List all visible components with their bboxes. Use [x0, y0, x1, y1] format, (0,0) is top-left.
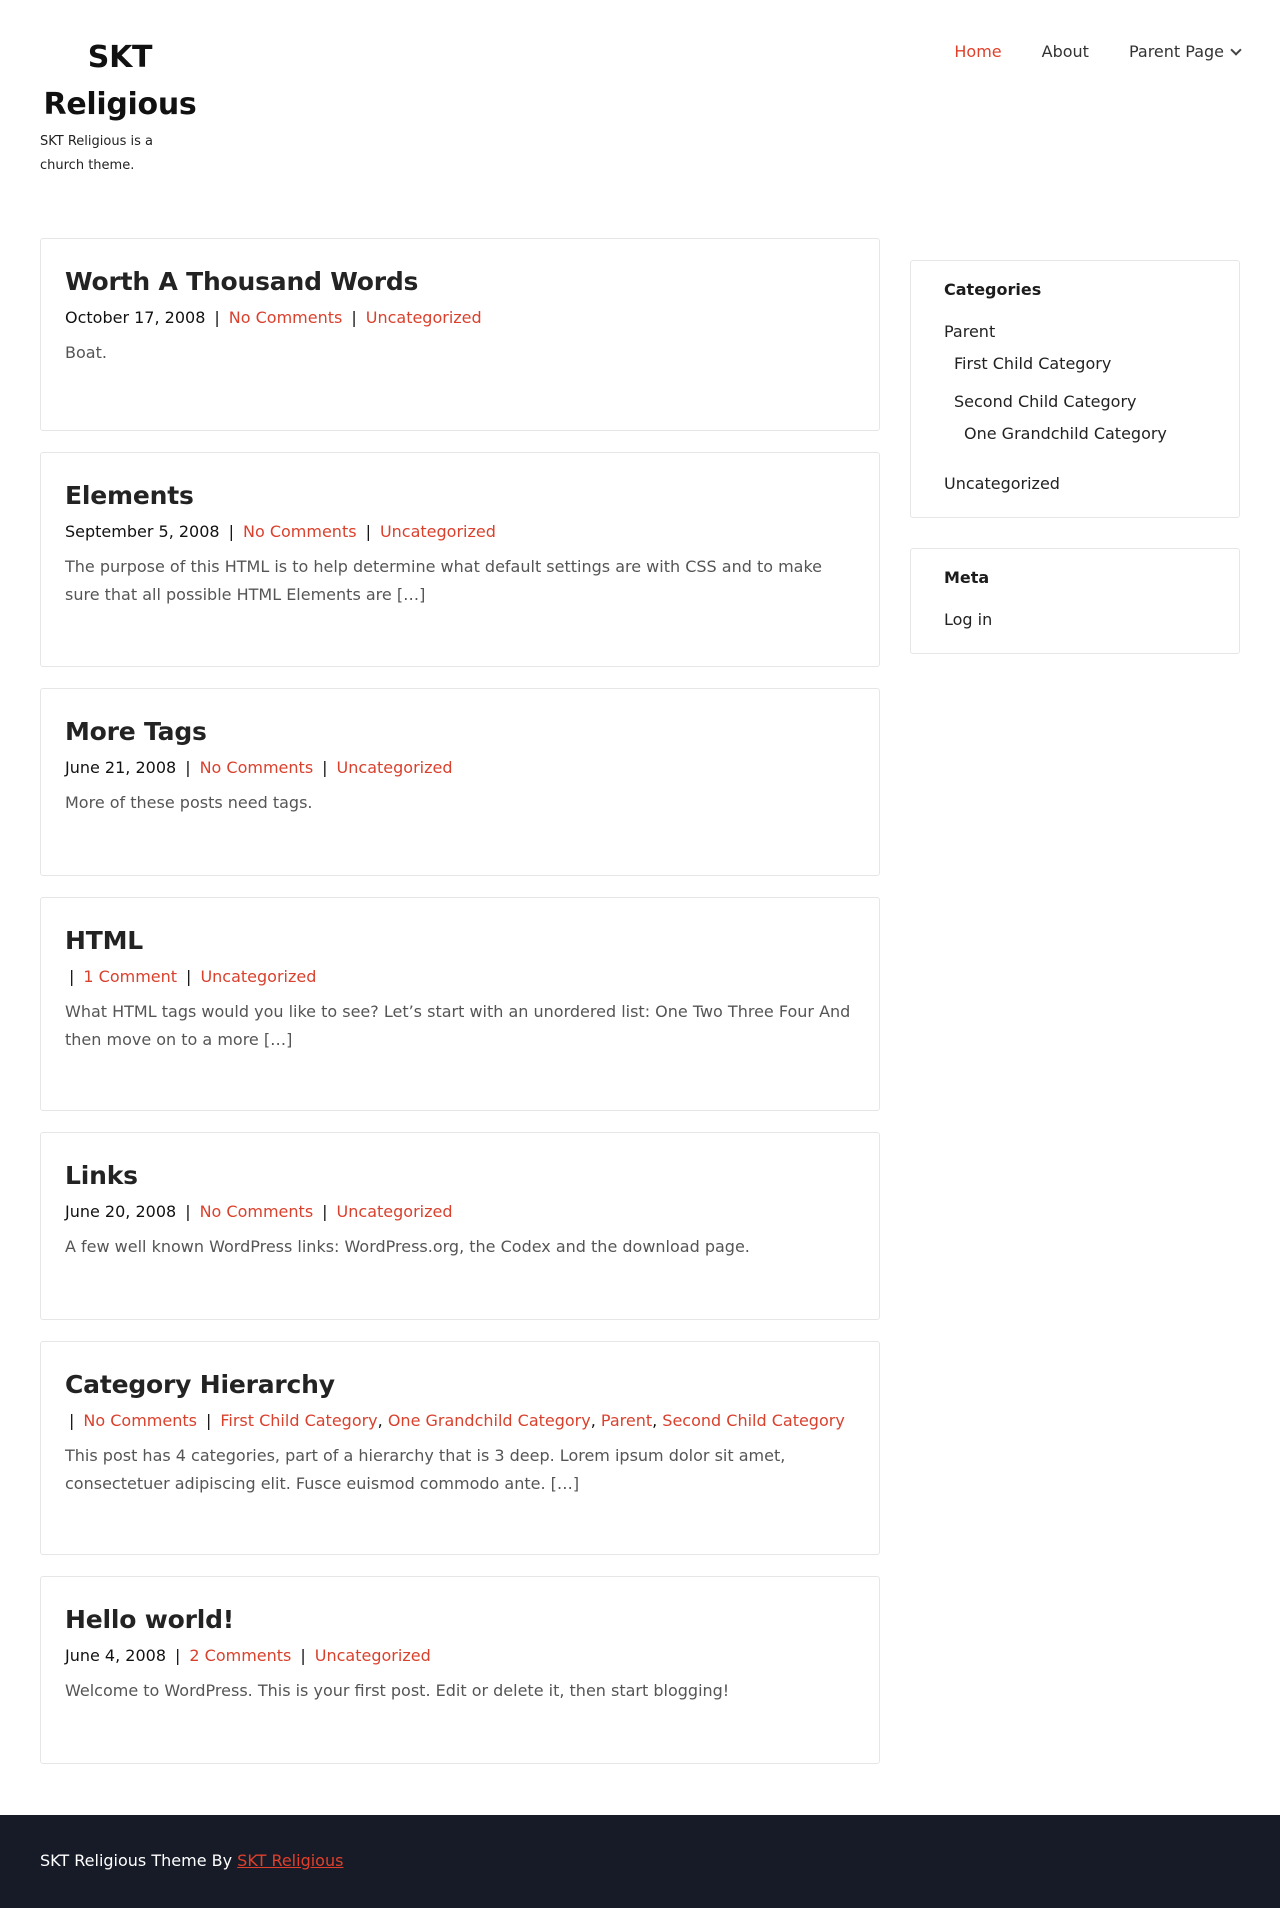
- post-meta: [65, 307, 855, 329]
- nav-label-home[interactable]: Home: [954, 42, 1002, 61]
- category-link-grandchild[interactable]: One Grandchild Category: [964, 424, 1167, 443]
- post-category-link[interactable]: Uncategorized: [200, 967, 317, 986]
- post-title[interactable]: Hello world!: [65, 1605, 234, 1634]
- post-comments-link[interactable]: No Comments: [199, 1202, 314, 1221]
- category-list: [944, 321, 1206, 495]
- site-title[interactable]: [40, 34, 200, 128]
- post-excerpt: More of these posts need tags.: [65, 793, 313, 812]
- post-date: June 21, 2008: [65, 758, 177, 777]
- post-date: June 4, 2008: [65, 1646, 166, 1665]
- sidebar: [910, 260, 1240, 684]
- site-header: [0, 0, 1280, 200]
- meta-separator: |: [322, 758, 328, 777]
- post-category-link[interactable]: Uncategorized: [365, 308, 482, 327]
- meta-separator: |: [185, 1202, 191, 1221]
- nav-label-about[interactable]: About: [1041, 42, 1089, 61]
- post-comments-link[interactable]: No Comments: [199, 758, 314, 777]
- post-card: [40, 1341, 880, 1555]
- post-category-link[interactable]: Second Child Category: [662, 1411, 845, 1430]
- meta-separator: |: [205, 1411, 212, 1430]
- site-description: SKT Religious is a church theme.: [40, 134, 153, 173]
- meta-separator: |: [351, 308, 357, 327]
- post-card: [40, 1576, 880, 1764]
- post-card: [40, 897, 880, 1111]
- post-date: October 17, 2008: [65, 308, 206, 327]
- post-excerpt: Boat.: [65, 343, 107, 362]
- post-meta: [65, 1645, 855, 1667]
- post-meta: [65, 1201, 855, 1223]
- categories-widget: [910, 260, 1240, 518]
- post-category-link[interactable]: Uncategorized: [336, 758, 453, 777]
- post-category-link[interactable]: Parent: [600, 1411, 653, 1430]
- nav-item-home[interactable]: [954, 42, 1001, 61]
- widget-title-categories: Categories: [944, 280, 1042, 299]
- post-excerpt: The purpose of this HTML is to help determine what default settings are with CSS and to make sure that all possible HTML Elements are […]: [65, 557, 823, 604]
- nav-item-about[interactable]: [1042, 42, 1089, 61]
- post-meta: [65, 1410, 855, 1432]
- meta-separator: |: [69, 967, 75, 986]
- post-category-link[interactable]: First Child Category: [220, 1411, 378, 1430]
- site-title-line2[interactable]: Religious: [43, 87, 197, 122]
- meta-separator: |: [69, 1411, 75, 1430]
- footer-credit-text: SKT Religious Theme By: [40, 1851, 233, 1870]
- site-footer: [0, 1815, 1280, 1908]
- post-card: [40, 688, 880, 876]
- login-link[interactable]: Log in: [944, 610, 993, 629]
- post-title[interactable]: Links: [65, 1161, 138, 1190]
- category-link-uncategorized[interactable]: Uncategorized: [944, 474, 1060, 493]
- chevron-down-icon[interactable]: [1230, 44, 1241, 55]
- main-nav: [914, 42, 1240, 61]
- brand: [40, 34, 200, 178]
- nav-label-parent-page[interactable]: Parent Page: [1128, 42, 1224, 61]
- post-date: June 20, 2008: [65, 1202, 177, 1221]
- meta-separator: |: [365, 522, 371, 541]
- post-comments-link[interactable]: No Comments: [242, 522, 357, 541]
- post-category-link[interactable]: Uncategorized: [379, 522, 496, 541]
- post-excerpt: What HTML tags would you like to see? Let’s start with an unordered list: One Two Three Four And then move on to a more […]: [65, 1002, 851, 1049]
- post-meta: [65, 757, 855, 779]
- category-link-second-child[interactable]: Second Child Category: [954, 392, 1137, 411]
- post-title[interactable]: Category Hierarchy: [65, 1370, 335, 1399]
- category-comma: ,: [377, 1411, 388, 1430]
- post-card: [40, 452, 880, 667]
- post-comments-link[interactable]: 2 Comments: [189, 1646, 292, 1665]
- footer-credit: [40, 1851, 343, 1870]
- post-title[interactable]: HTML: [65, 926, 143, 955]
- post-excerpt: Welcome to WordPress. This is your first post. Edit or delete it, then start blogging!: [65, 1681, 730, 1700]
- site-title-line1[interactable]: SKT: [87, 40, 153, 75]
- post-title[interactable]: Elements: [65, 481, 194, 510]
- category-link-first-child[interactable]: First Child Category: [954, 354, 1112, 373]
- meta-separator: |: [175, 1646, 181, 1665]
- category-comma: ,: [590, 1411, 601, 1430]
- post-comments-link[interactable]: No Comments: [83, 1411, 197, 1430]
- post-card: [40, 1132, 880, 1320]
- category-link-parent[interactable]: Parent: [944, 322, 996, 341]
- meta-separator: |: [214, 308, 220, 327]
- post-title[interactable]: Worth A Thousand Words: [65, 267, 419, 296]
- post-comments-link[interactable]: 1 Comment: [83, 967, 178, 986]
- widget-title-meta: Meta: [944, 568, 990, 587]
- post-date: September 5, 2008: [65, 522, 220, 541]
- post-title[interactable]: More Tags: [65, 717, 207, 746]
- meta-widget: [910, 548, 1240, 654]
- post-category-link[interactable]: Uncategorized: [314, 1646, 431, 1665]
- post-card: [40, 238, 880, 431]
- meta-separator: |: [228, 522, 234, 541]
- meta-separator: |: [185, 758, 191, 777]
- post-meta: [65, 966, 855, 988]
- post-category-link[interactable]: One Grandchild Category: [387, 1411, 591, 1430]
- post-comments-link[interactable]: No Comments: [228, 308, 343, 327]
- category-comma: ,: [652, 1411, 663, 1430]
- meta-separator: |: [300, 1646, 306, 1665]
- meta-separator: |: [186, 967, 192, 986]
- post-list: [40, 238, 880, 1785]
- nav-item-parent-page[interactable]: [1129, 42, 1240, 61]
- post-excerpt: A few well known WordPress links: WordPress.org, the Codex and the download page.: [65, 1237, 750, 1256]
- post-category-link[interactable]: Uncategorized: [336, 1202, 453, 1221]
- meta-separator: |: [322, 1202, 328, 1221]
- footer-credit-link[interactable]: SKT Religious: [237, 1851, 344, 1870]
- post-excerpt: This post has 4 categories, part of a hierarchy that is 3 deep. Lorem ipsum dolor sit amet, consectetuer adipiscing elit. Fusce euismod commodo ante. […]: [65, 1446, 786, 1493]
- post-meta: [65, 521, 855, 543]
